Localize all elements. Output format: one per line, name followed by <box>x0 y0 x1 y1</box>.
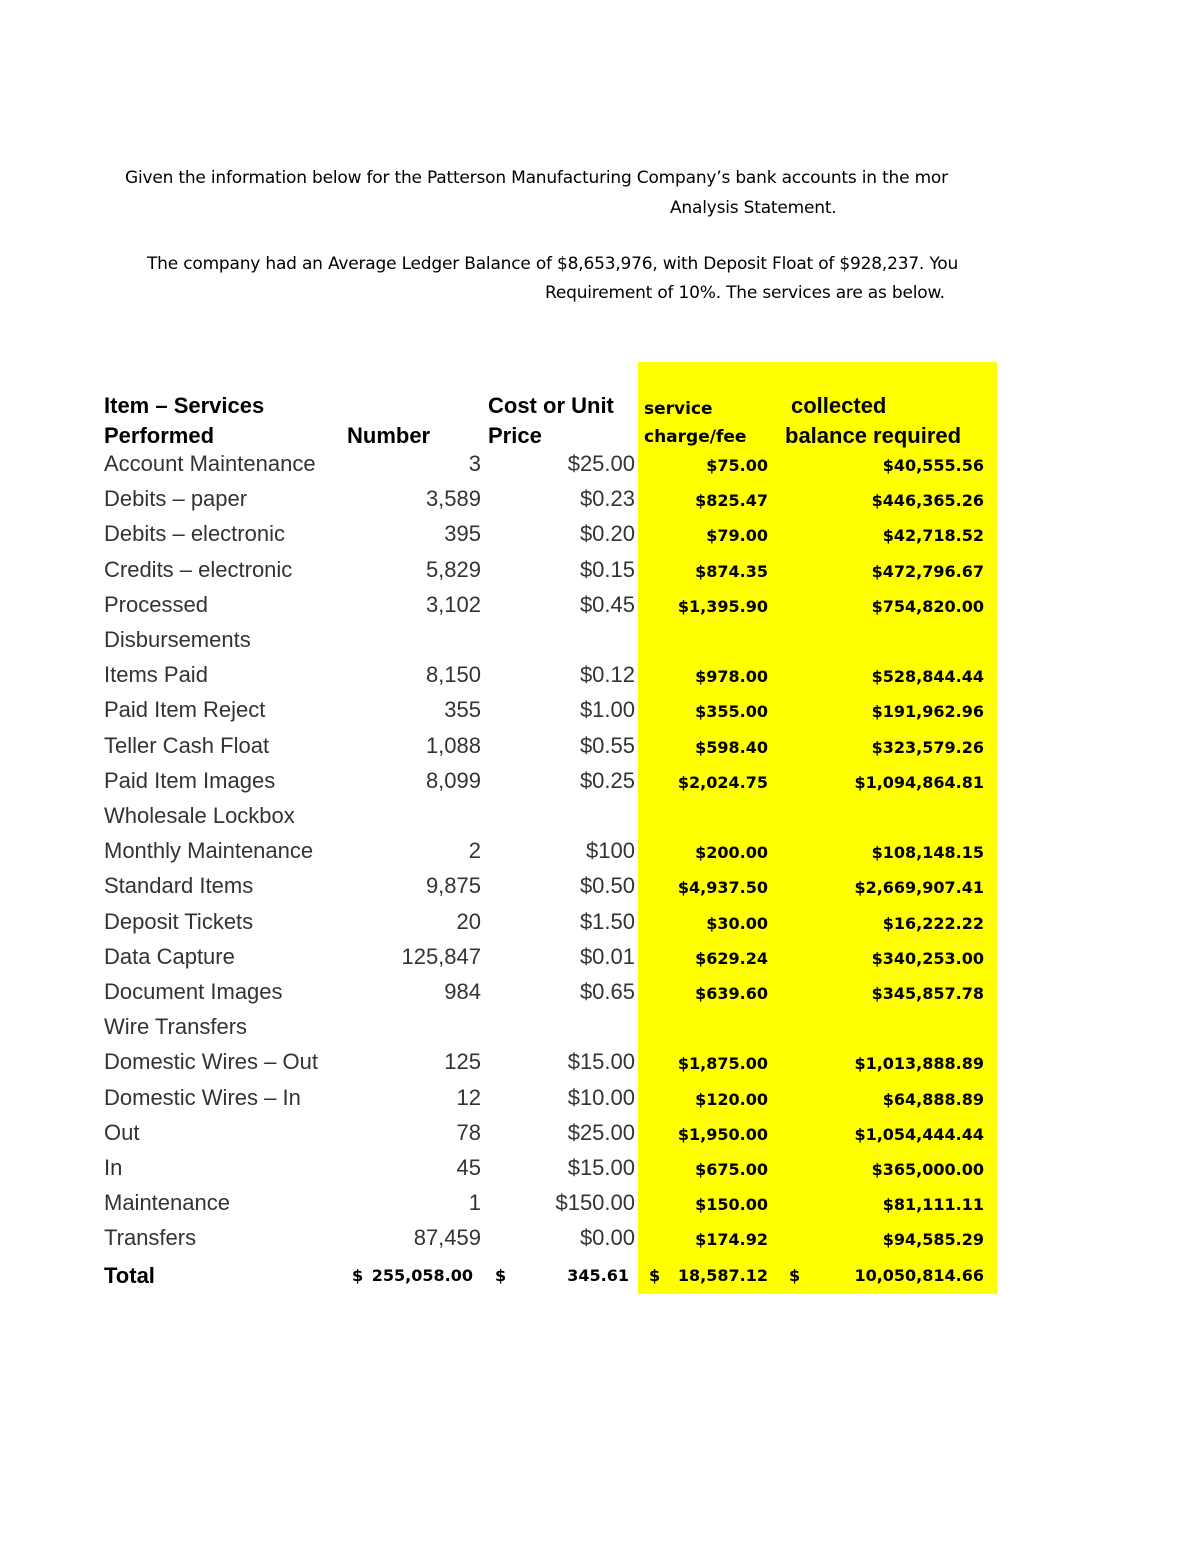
row-fee: $174.92 <box>695 1230 768 1249</box>
row-balance: $108,148.15 <box>871 843 984 862</box>
total-price: 345.61 <box>567 1266 629 1285</box>
total-fee-currency: $ <box>649 1266 661 1285</box>
header-balance-line2: balance required <box>785 423 962 448</box>
table-row <box>0 1225 1200 1260</box>
table-row <box>0 1014 1200 1049</box>
total-label: Total <box>104 1263 155 1288</box>
table-row <box>0 1190 1200 1225</box>
row-fee: $30.00 <box>706 914 768 933</box>
row-fee: $200.00 <box>695 843 768 862</box>
table-row <box>0 592 1200 627</box>
row-fee: $874.35 <box>695 562 768 581</box>
row-number: 1 <box>468 1190 481 1215</box>
row-fee: $75.00 <box>706 456 768 475</box>
row-balance: $1,054,444.44 <box>854 1125 984 1144</box>
row-balance: $64,888.89 <box>882 1090 984 1109</box>
row-number: 20 <box>456 909 481 934</box>
table-row <box>0 838 1200 873</box>
row-number: 984 <box>444 979 481 1004</box>
row-number: 9,875 <box>425 873 481 898</box>
row-fee: $1,395.90 <box>677 597 768 616</box>
row-fee: $355.00 <box>695 702 768 721</box>
table-row <box>0 697 1200 732</box>
row-price: $0.25 <box>579 768 635 793</box>
table-row <box>0 909 1200 944</box>
row-item: Standard Items <box>104 873 254 898</box>
header-fee-line1: service <box>644 399 713 419</box>
table-row <box>0 733 1200 768</box>
table-row <box>0 979 1200 1014</box>
total-balance-currency: $ <box>789 1266 801 1285</box>
row-number: 395 <box>444 521 481 546</box>
row-fee: $598.40 <box>695 738 768 757</box>
row-price: $0.15 <box>579 557 635 582</box>
row-price: $15.00 <box>567 1155 635 1180</box>
row-item: Wholesale Lockbox <box>104 803 295 828</box>
table-row <box>0 803 1200 838</box>
row-fee: $629.24 <box>695 949 768 968</box>
row-number: 1,088 <box>425 733 481 758</box>
row-number: 3 <box>468 451 481 476</box>
header-price-line2: Price <box>488 423 542 448</box>
row-item: Disbursements <box>104 627 251 652</box>
table-row <box>0 521 1200 556</box>
row-number: 45 <box>456 1155 481 1180</box>
row-balance: $446,365.26 <box>871 491 984 510</box>
row-item: Transfers <box>104 1225 197 1250</box>
row-price: $0.12 <box>579 662 635 687</box>
row-fee: $978.00 <box>695 667 768 686</box>
row-balance: $94,585.29 <box>882 1230 984 1249</box>
row-price: $10.00 <box>567 1085 635 1110</box>
row-price: $0.00 <box>579 1225 635 1250</box>
row-balance: $528,844.44 <box>871 667 984 686</box>
table-row <box>0 944 1200 979</box>
row-price: $1.00 <box>579 697 635 722</box>
row-number: 3,102 <box>425 592 481 617</box>
total-number: 255,058.00 <box>371 1266 473 1285</box>
row-number: 3,589 <box>425 486 481 511</box>
header-fee-line2: charge/fee <box>644 427 747 447</box>
row-item: Credits – electronic <box>104 557 293 582</box>
header-number: Number <box>347 423 431 448</box>
row-item: Deposit Tickets <box>104 909 254 934</box>
row-balance: $340,253.00 <box>871 949 984 968</box>
row-item: Domestic Wires – Out <box>104 1049 318 1074</box>
row-item: Out <box>104 1120 140 1145</box>
row-balance: $1,094,864.81 <box>854 773 984 792</box>
row-number: 125,847 <box>401 944 481 969</box>
row-price: $100 <box>586 838 635 863</box>
row-price: $15.00 <box>567 1049 635 1074</box>
row-item: Paid Item Reject <box>104 697 266 722</box>
row-fee: $825.47 <box>695 491 768 510</box>
row-price: $0.55 <box>579 733 635 758</box>
row-item: Domestic Wires – In <box>104 1085 301 1110</box>
row-fee: $2,024.75 <box>677 773 768 792</box>
table-row <box>0 451 1200 486</box>
row-price: $150.00 <box>555 1190 635 1215</box>
row-number: 8,150 <box>425 662 481 687</box>
row-price: $0.20 <box>579 521 635 546</box>
row-item: Debits – electronic <box>104 521 285 546</box>
row-balance: $365,000.00 <box>871 1160 984 1179</box>
row-balance: $754,820.00 <box>871 597 984 616</box>
table-row <box>0 1049 1200 1084</box>
row-item: Maintenance <box>104 1190 230 1215</box>
row-price: $0.50 <box>579 873 635 898</box>
row-fee: $150.00 <box>695 1195 768 1214</box>
row-item: Monthly Maintenance <box>104 838 314 863</box>
row-number: 5,829 <box>425 557 481 582</box>
row-number: 78 <box>456 1120 481 1145</box>
intro-line-1: Given the information below for the Patterson Manufacturing Company’s bank accounts in the mor <box>125 168 948 188</box>
row-price: $0.01 <box>579 944 635 969</box>
row-fee: $639.60 <box>695 984 768 1003</box>
row-price: $25.00 <box>567 1120 635 1145</box>
intro-line-3: The company had an Average Ledger Balance of $8,653,976, with Deposit Float of $928,237. You <box>147 254 959 274</box>
row-number: 12 <box>456 1085 481 1110</box>
row-price: $0.45 <box>579 592 635 617</box>
row-fee: $675.00 <box>695 1160 768 1179</box>
row-balance: $323,579.26 <box>871 738 984 757</box>
row-item: Account Maintenance <box>104 451 316 476</box>
header-item-line1: Item – Services <box>104 393 265 418</box>
row-balance: $2,669,907.41 <box>854 878 984 897</box>
total-balance: 10,050,814.66 <box>854 1266 984 1285</box>
row-price: $0.23 <box>579 486 635 511</box>
row-balance: $1,013,888.89 <box>854 1054 984 1073</box>
row-balance: $40,555.56 <box>882 456 984 475</box>
row-balance: $191,962.96 <box>871 702 984 721</box>
row-item: Document Images <box>104 979 283 1004</box>
row-item: Paid Item Images <box>104 768 276 793</box>
intro-line-2: Analysis Statement. <box>670 198 837 218</box>
row-fee: $79.00 <box>706 526 768 545</box>
row-item: Teller Cash Float <box>104 733 270 758</box>
row-item: Processed <box>104 592 208 617</box>
table-row <box>0 768 1200 803</box>
total-number-currency: $ <box>352 1266 364 1285</box>
row-number: 125 <box>444 1049 481 1074</box>
header-item-line2: Performed <box>104 423 215 448</box>
row-fee: $1,875.00 <box>677 1054 768 1073</box>
header-price-line1: Cost or Unit <box>488 393 614 418</box>
table-row <box>0 873 1200 908</box>
row-balance: $81,111.11 <box>882 1195 984 1214</box>
row-balance: $16,222.22 <box>882 914 984 933</box>
table-row <box>0 557 1200 592</box>
total-fee: 18,587.12 <box>677 1266 768 1285</box>
table-row <box>0 1085 1200 1120</box>
row-number: 87,459 <box>413 1225 481 1250</box>
row-number: 8,099 <box>425 768 481 793</box>
header-balance-line1: collected <box>791 393 887 418</box>
table-row <box>0 662 1200 697</box>
table-row <box>0 1120 1200 1155</box>
intro-line-4: Requirement of 10%. The services are as below. <box>545 283 945 303</box>
row-fee: $120.00 <box>695 1090 768 1109</box>
row-balance: $472,796.67 <box>871 562 984 581</box>
table-row <box>0 627 1200 662</box>
row-price: $25.00 <box>567 451 635 476</box>
row-balance: $345,857.78 <box>871 984 984 1003</box>
row-fee: $1,950.00 <box>677 1125 768 1144</box>
row-balance: $42,718.52 <box>882 526 984 545</box>
row-fee: $4,937.50 <box>677 878 768 897</box>
row-price: $0.65 <box>579 979 635 1004</box>
row-item: Data Capture <box>104 944 235 969</box>
row-item: Items Paid <box>104 662 208 687</box>
row-number: 2 <box>468 838 481 863</box>
row-price: $1.50 <box>579 909 635 934</box>
row-number: 355 <box>444 697 481 722</box>
row-item: Debits – paper <box>104 486 248 511</box>
table-row <box>0 1155 1200 1190</box>
row-item: Wire Transfers <box>104 1014 248 1039</box>
total-price-currency: $ <box>495 1266 507 1285</box>
row-item: In <box>104 1155 123 1180</box>
table-row <box>0 486 1200 521</box>
